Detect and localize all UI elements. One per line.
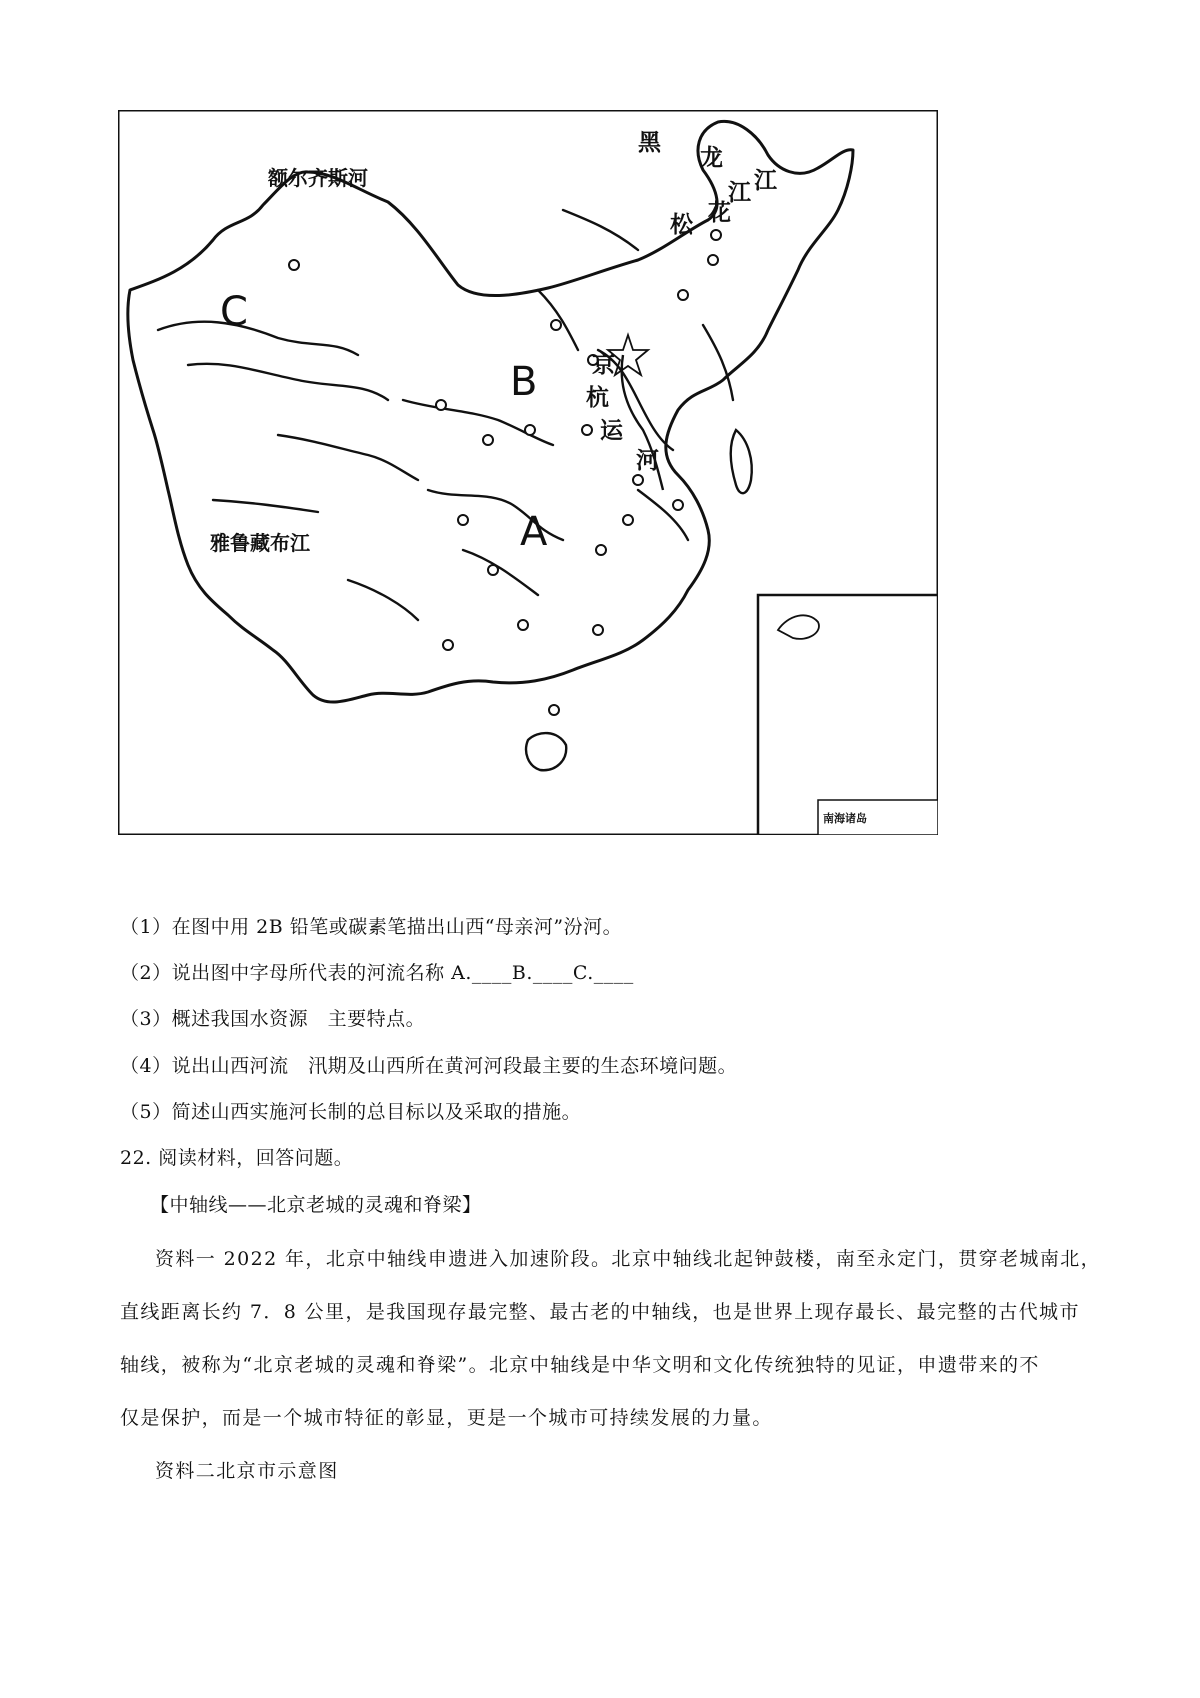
south-china-sea-inset	[758, 595, 938, 835]
material-2-caption: 资料二北京市示意图	[155, 1460, 339, 1482]
q22-para-line-2: 直线距离长约 7．8 公里，是我国现存最完整、最古老的中轴线，也是世界上现存最长、最完整的古代城市	[120, 1301, 1080, 1323]
label-jiang2: 江	[728, 180, 751, 206]
river-letter-b: B	[510, 359, 538, 405]
q22-para-line-4: 仅是保护，而是一个城市特征的彰显，更是一个城市可持续发展的力量。	[120, 1407, 773, 1429]
label-canal-he: 河	[636, 448, 659, 474]
river-letter-c: C	[220, 289, 248, 335]
label-canal-hang: 杭	[586, 385, 609, 411]
question-4: （4）说出山西河流 汛期及山西所在黄河河段最主要的生态环境问题。	[120, 1055, 738, 1077]
label-yarlung-river: 雅鲁藏布江	[210, 531, 310, 555]
label-song: 松	[670, 212, 693, 238]
label-erqisi-river: 额尔齐斯河	[268, 166, 368, 190]
label-hei: 黑	[638, 130, 661, 156]
label-canal-yun: 运	[600, 418, 623, 444]
label-jiang: 江	[754, 168, 777, 194]
inset-caption: 南海诸岛	[823, 812, 867, 825]
question-5: （5）简述山西实施河长制的总目标以及采取的措施。	[120, 1101, 582, 1123]
q22-para-line-3: 轴线，被称为“北京老城的灵魂和脊梁”。北京中轴线是中华文明和文化传统独特的见证，申遗带来的不	[120, 1354, 1040, 1376]
china-rivers-map	[118, 110, 938, 835]
river-letter-a: A	[520, 509, 548, 555]
label-canal-jing: 京	[592, 352, 615, 378]
question-1: （1）在图中用 2B 铅笔或碳素笔描出山西“母亲河”汾河。	[120, 916, 623, 938]
q22-para-line-1: 资料一 2022 年，北京中轴线申遗进入加速阶段。北京中轴线北起钟鼓楼，南至永定门，贯穿老城南北，	[155, 1248, 1102, 1270]
q22-title: 【中轴线——北京老城的灵魂和脊梁】	[150, 1194, 482, 1216]
question-3: （3）概述我国水资源 主要特点。	[120, 1008, 426, 1030]
q22-heading: 22. 阅读材料，回答问题。	[120, 1147, 354, 1169]
question-2: （2）说出图中字母所代表的河流名称 A.____B.____C.____	[120, 962, 634, 984]
label-hua: 花	[708, 200, 731, 226]
label-long: 龙	[700, 145, 723, 171]
